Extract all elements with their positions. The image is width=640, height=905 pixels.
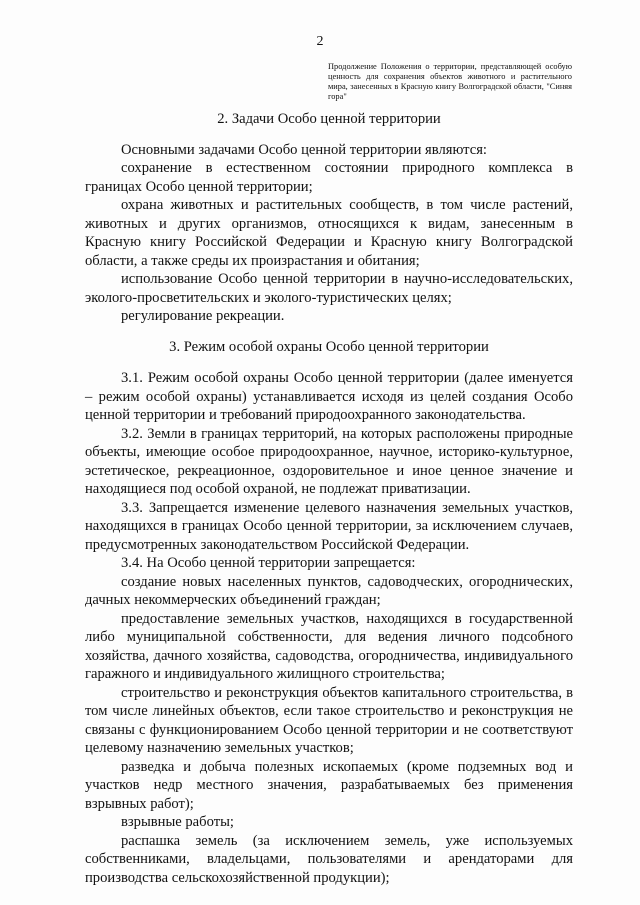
- section-2-paragraph: использование Особо ценной территории в научно-исследовательских, эколого-просветительских и эколого-туристических целях;: [85, 271, 573, 306]
- section-3-paragraph: 3.4. На Особо ценной территории запрещается:: [121, 555, 416, 571]
- header-note: Продолжение Положения о территории, представляющей особую ценность для сохранения объектов животного и растительного мира, занесенных в Красную книгу Волгоградской области, "Синяя гора": [328, 62, 572, 101]
- section-3-paragraph: создание новых населенных пунктов, садоводческих, огороднических, дачных некоммерческих объединений граждан;: [85, 573, 573, 608]
- section-3-paragraph: 3.1. Режим особой охраны Особо ценной территории (далее именуется – режим особой охраны) устанавливается исходя из целей создания Особо ценной территории и требований природоохранного законодательства.: [85, 370, 573, 423]
- section-2-paragraph: регулирование рекреации.: [121, 308, 285, 324]
- section-3-paragraph: разведка и добыча полезных ископаемых (кроме подземных вод и участков недр местного значения, разрабатываемых без применения взрывных работ);: [85, 758, 573, 812]
- section-3-paragraph: взрывные работы;: [121, 814, 234, 830]
- section-3-paragraph: 3.3. Запрещается изменение целевого назначения земельных участков, находящихся в границах Особо ценной территории, за исключением случаев, предусмотренных законодательством Российской Федерации.: [85, 499, 573, 553]
- section-2-paragraph: сохранение в естественном состоянии природного комплекса в границах Особо ценной территории;: [85, 160, 573, 195]
- page-number: 2: [316, 34, 324, 49]
- section-3-title: 3. Режим особой охраны Особо ценной территории: [169, 338, 489, 355]
- section-3-paragraph: предоставление земельных участков, находящихся в государственной либо муниципальной собственности, для ведения личного подсобного хозяйства, дачного хозяйства, садоводства, огородничества, индивидуального гаражного и индивидуального жилищного строительства;: [85, 610, 573, 682]
- section-2-paragraph: охрана животных и растительных сообществ, в том числе растений, животных и других организмов, относящихся к видам, занесенным в Красную книгу Российской Федерации и Красную книгу Волгоградской области, а также среды их произрастания и обитания;: [85, 197, 573, 269]
- section-3-paragraph: 3.2. Земли в границах территорий, на которых расположены природные объекты, имеющие особое природоохранное, научное, историко-культурное, эстетическое, рекреационное, оздоровительное и иное ценное значение и находящиеся под особой охраной, не подлежат приватизации.: [85, 425, 573, 497]
- document-body: [85, 110, 573, 887]
- section-3-paragraph: строительство и реконструкция объектов капитального строительства, в том числе линейных объектов, если такое строительство и реконструкция не связаны с функционированием Особо ценной территории и не соответствуют целевому назначению земельных участков;: [85, 684, 573, 756]
- section-2-paragraph: Основными задачами Особо ценной территории являются:: [121, 141, 487, 158]
- section-2-title: 2. Задачи Особо ценной территории: [217, 111, 441, 127]
- section-3-paragraph: распашка земель (за исключением земель, уже используемых собственниками, владельцами, пользователями и арендаторами для производства сельскохозяйственной продукции);: [85, 832, 573, 886]
